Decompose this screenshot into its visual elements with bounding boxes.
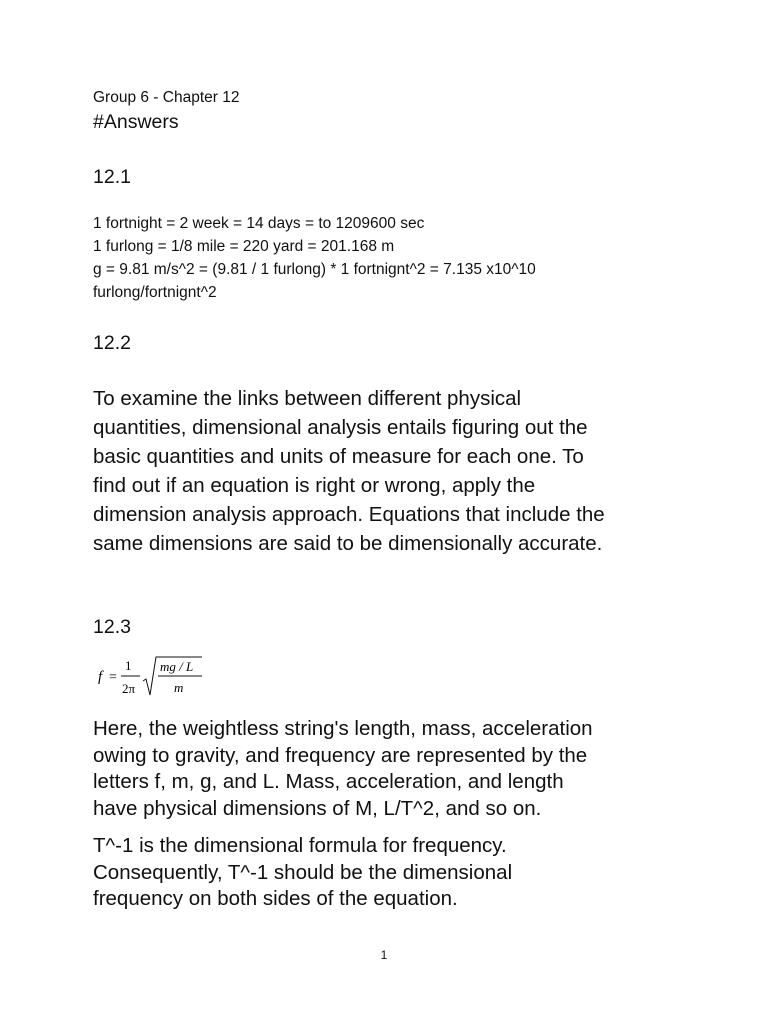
text-line: 1 furlong = 1/8 mile = 220 yard = 201.168 m [93, 238, 395, 255]
text-line: To examine the links between different physical [93, 387, 522, 410]
section-12-1-content [93, 212, 536, 304]
text-line: frequency on both sides of the equation. [93, 887, 458, 910]
section-12-3-paragraph-1 [93, 716, 693, 822]
formula-numerator: 1 [125, 658, 132, 673]
text-line: same dimensions are said to be dimensionally accurate. [93, 532, 603, 555]
section-12-2-paragraph [93, 384, 693, 558]
section-number-12-3: 12.3 [93, 616, 131, 638]
text-line: T^-1 is the dimensional formula for frequency. [93, 834, 507, 857]
text-line: quantities, dimensional analysis entails figuring out the [93, 416, 588, 439]
section-number-12-2: 12.2 [93, 332, 131, 354]
text-line: g = 9.81 m/s^2 = (9.81 / 1 furlong) * 1 fortnignt^2 = 7.135 x10^10 [93, 261, 536, 278]
text-line: find out if an equation is right or wrong, apply the [93, 474, 536, 497]
text-line: Consequently, T^-1 should be the dimensional [93, 860, 513, 884]
document-group-title: Group 6 - Chapter 12 [93, 89, 240, 106]
text-line: furlong/fortnignt^2 [93, 284, 217, 301]
text-line: letters f, m, g, and L. Mass, acceleration, and length [93, 770, 564, 793]
answers-heading: #Answers [93, 111, 179, 133]
text-line: owing to gravity, and frequency are represented by the [93, 743, 588, 767]
frequency-formula [96, 653, 216, 699]
text-line: 1 fortnight = 2 week = 14 days = to 1209600 sec [93, 215, 425, 232]
formula-radicand-numerator: mg / L [160, 659, 194, 674]
formula-denominator: 2π [122, 681, 136, 696]
section-12-3-paragraph-2 [93, 833, 693, 913]
section-number-12-1: 12.1 [93, 166, 131, 188]
text-line: dimension analysis approach. Equations that include the [93, 503, 605, 526]
formula-equals: = [109, 670, 117, 685]
text-line: have physical dimensions of M, L/T^2, and so on. [93, 796, 542, 820]
text-line: basic quantities and units of measure for each one. To [93, 445, 584, 468]
text-line: Here, the weightless string's length, mass, acceleration [93, 717, 593, 740]
formula-lhs: f [98, 669, 103, 685]
formula-radicand-denominator: m [174, 680, 184, 695]
page-number: 1 [380, 948, 388, 962]
